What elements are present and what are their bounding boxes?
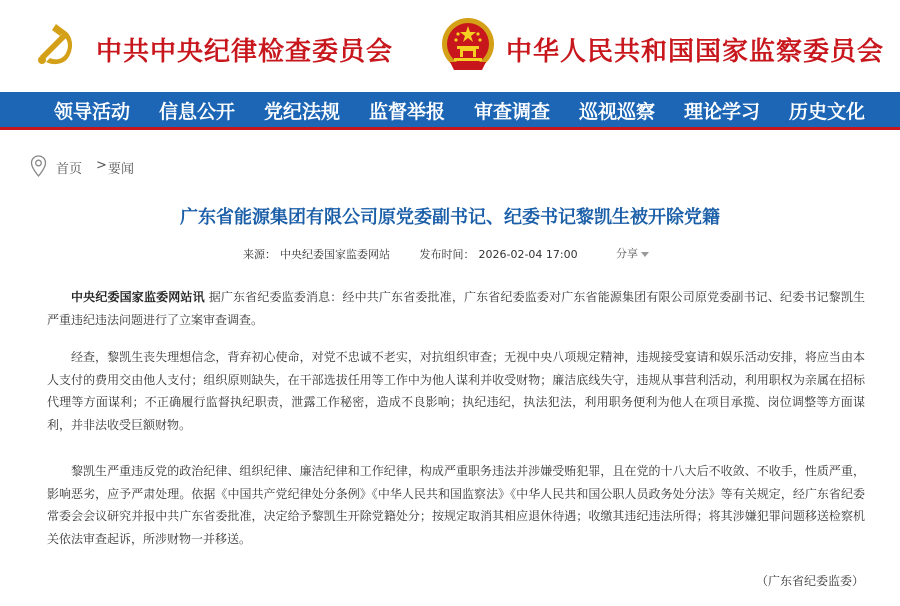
article-meta xyxy=(243,246,582,262)
nav-item-regulations[interactable]: 党纪法规 xyxy=(264,101,341,123)
nav-item-theory[interactable]: 理论学习 xyxy=(684,101,761,123)
header-left-title: 中共中央纪律检查委员会 xyxy=(96,37,394,67)
article-paragraph xyxy=(47,346,865,436)
breadcrumb-home-link[interactable]: 首页 xyxy=(56,162,83,177)
breadcrumb-current-link[interactable]: 要闻 xyxy=(108,162,135,177)
breadcrumb-separator: > xyxy=(96,158,107,173)
nav-item-investigation[interactable]: 审查调查 xyxy=(474,101,551,123)
party-emblem-icon xyxy=(28,16,86,74)
paragraph-text: 经查，黎凯生丧失理想信念，背弃初心使命，对党不忠诚不老实，对抗组织审查；无视中央八项规定精神，违规接受宴请和娱乐活动安排，将应当由本人支付的费用交由他人支付；组织原则缺失，在干部选拔任用等工作中为他人谋利并收受财物；廉洁底线失守，违规从事营利活动，利用职权为亲属在招标代理等方面谋利；不正确履行监督执纪职责，泄露工作秘密，造成不良影响；执纪违纪，执法犯法，利用职务便利为他人在项目承揽、岗位调整等方面谋利，并非法收受巨额财物。 xyxy=(47,350,865,432)
source-value: 中央纪委国家监委网站 xyxy=(280,248,390,261)
date-label: 发布时间： xyxy=(419,248,475,261)
article-title: 广东省能源集团有限公司原党委副书记、纪委书记黎凯生被开除党籍 xyxy=(180,207,720,228)
national-emblem-icon xyxy=(440,16,496,74)
article-closing-source: （广东省纪委监委） xyxy=(755,574,864,588)
nav-item-info-disclosure[interactable]: 信息公开 xyxy=(159,101,236,123)
article-paragraph xyxy=(47,460,865,550)
source-label: 来源： xyxy=(243,248,276,261)
header-right-title: 中华人民共和国国家监察委员会 xyxy=(506,37,885,67)
location-pin-icon xyxy=(30,155,47,177)
paragraph-text: 黎凯生严重违反党的政治纪律、组织纪律、廉洁纪律和工作纪律，构成严重职务违法并涉嫌受贿犯罪，且在党的十八大后不收敛、不收手，性质严重，影响恶劣，应予严肃处理。依据《中国共产党纪律处分条例》《中华人民共和国监察法》《中华人民共和国公职人员政务处分法》等有关规定，经广东省纪委常委会会议研究并报中共广东省委批准，决定给予黎凯生开除党籍处分；按规定取消其相应退休待遇；收缴其违纪违法所得；将其涉嫌犯罪问题移送检察机关依法审查起诉，所涉财物一并移送。 xyxy=(47,464,865,546)
article-lead: 中央纪委国家监委网站讯 xyxy=(71,290,205,304)
site-header xyxy=(0,0,900,92)
nav-item-leadership[interactable]: 领导活动 xyxy=(54,101,131,123)
main-nav xyxy=(0,92,900,130)
share-button[interactable] xyxy=(616,245,649,261)
article-paragraph xyxy=(47,286,865,331)
nav-item-inspection[interactable]: 巡视巡察 xyxy=(579,101,656,123)
nav-item-report[interactable]: 监督举报 xyxy=(369,101,446,123)
chevron-down-icon xyxy=(641,252,649,257)
share-label: 分享 xyxy=(616,247,638,260)
paragraph-text: 据广东省纪委监委消息：经中共广东省委批准，广东省纪委监委对广东省能源集团有限公司原党委副书记、纪委书记黎凯生严重违纪违法问题进行了立案审查调查。 xyxy=(47,290,865,327)
nav-item-history[interactable]: 历史文化 xyxy=(789,101,866,123)
publish-date: 2026-02-04 17:00 xyxy=(478,248,578,261)
